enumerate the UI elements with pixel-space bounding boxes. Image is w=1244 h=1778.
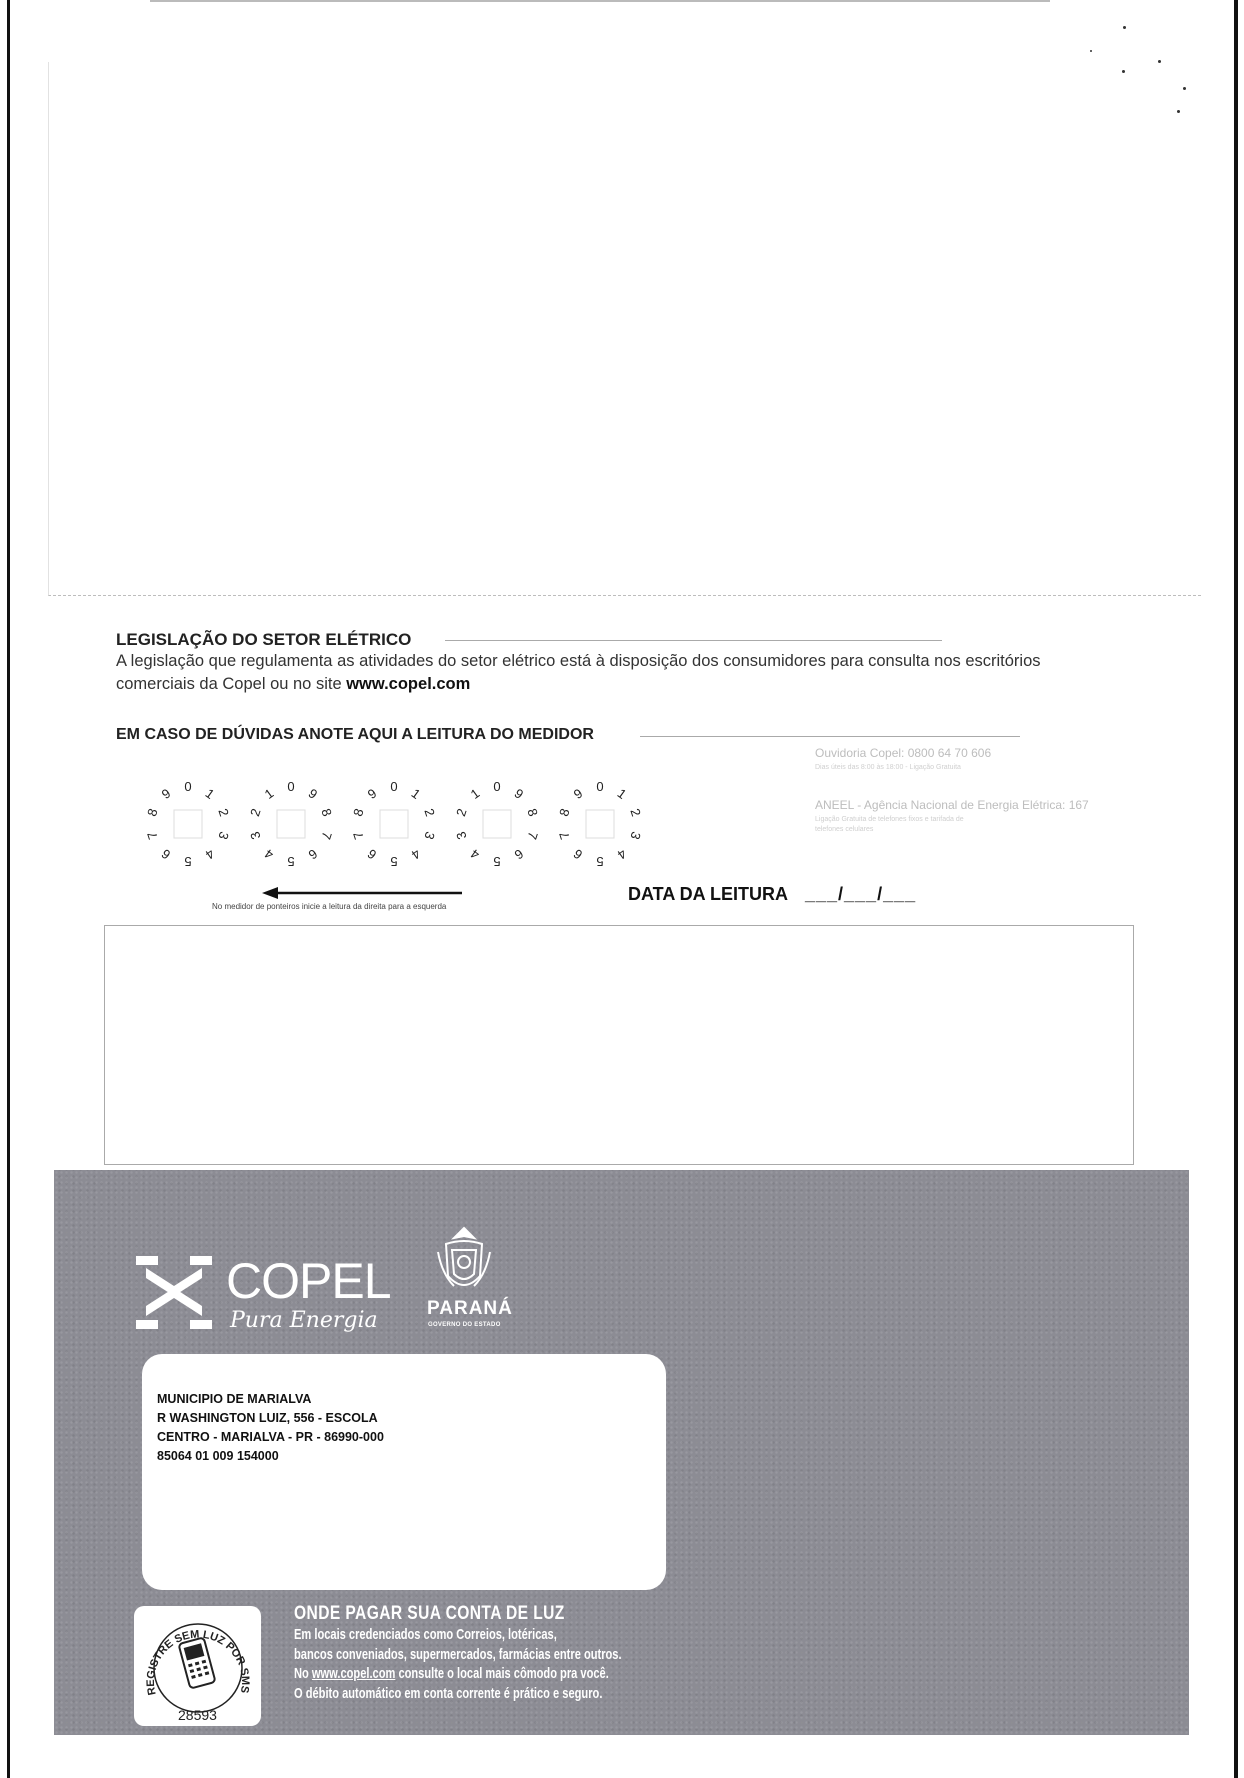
sms-badge-graphic	[134, 1606, 261, 1726]
dial-digit: 3	[453, 829, 470, 842]
dial-digit: 9	[158, 785, 174, 802]
address-line-2: R WASHINGTON LUIZ, 556 - ESCOLA	[157, 1411, 378, 1425]
address-window	[142, 1354, 666, 1590]
dial-digit: 0	[390, 779, 398, 794]
meter-dial-1	[144, 779, 232, 869]
payment-line-3-post: consulte o local mais cômodo pra você.	[395, 1665, 609, 1682]
dial-digit: 7	[556, 829, 573, 842]
dial-digit: 0	[287, 779, 295, 794]
parana-crest-icon	[434, 1224, 494, 1300]
dial-digit: 9	[570, 785, 586, 802]
copel-brand: COPEL	[226, 1253, 391, 1309]
dial-digit: 5	[596, 854, 604, 869]
legislation-body: A legislação que regulamenta as atividades do setor elétrico está à disposição dos consumidores para consulta nos escritórios comerciais da Copel ou no site	[116, 652, 1041, 693]
dial-digit: 9	[364, 785, 380, 802]
meter-dial-4	[453, 779, 541, 869]
sms-badge-arc-text: REGISTRE SEM LUZ POR SMS	[144, 1628, 252, 1697]
dial-digit: 9	[305, 785, 321, 802]
dial-digit: 5	[493, 854, 501, 869]
address-line-3: CENTRO - MARIALVA - PR - 86990-000	[157, 1430, 384, 1444]
reading-date-label: DATA DA LEITURA	[628, 884, 788, 904]
reading-date-field[interactable]: ___/___/___	[805, 884, 917, 904]
dial-digit: 2	[421, 806, 438, 819]
copel-site-link[interactable]: www.copel.com	[346, 675, 471, 693]
dial-digit: 2	[215, 806, 232, 819]
copel-logo-icon	[132, 1250, 216, 1334]
blank-upper-area	[48, 62, 1201, 596]
dial-digit: 1	[408, 785, 424, 802]
dial-digit: 2	[247, 806, 264, 819]
dial-digit: 6	[158, 846, 174, 863]
dial-digit: 8	[556, 806, 573, 819]
dial-digit: 3	[627, 829, 644, 842]
dial-digit: 4	[614, 846, 630, 863]
dial-digit: 7	[524, 829, 541, 842]
meter-dial-3	[350, 779, 438, 869]
dial-digit: 3	[215, 829, 232, 842]
dial-digit: 8	[144, 806, 161, 819]
dial-digit: 7	[318, 829, 335, 842]
aneel-note-2: telefones celulares	[815, 826, 874, 833]
ouvidoria-phone: Ouvidoria Copel: 0800 64 70 606	[815, 746, 992, 760]
dial-digit: 4	[202, 846, 218, 863]
dial-digit: 6	[364, 846, 380, 863]
dial-digit: 1	[467, 785, 483, 802]
left-border	[7, 0, 10, 1778]
legislation-rule	[445, 640, 942, 641]
dial-digit: 9	[511, 785, 527, 802]
parana-title: PARANÁ	[427, 1298, 513, 1319]
payment-info	[294, 1603, 737, 1703]
payment-line-4: O débito automático em conta corrente é prático e seguro.	[294, 1684, 603, 1702]
payment-title: ONDE PAGAR SUA CONTA DE LUZ	[294, 1603, 565, 1624]
dial-digit: 0	[493, 779, 501, 794]
dial-digit: 0	[596, 779, 604, 794]
payment-line-3-pre: No	[294, 1665, 312, 1682]
meter-dials	[138, 772, 644, 882]
notes-box	[104, 925, 1134, 1165]
dial-digit: 4	[408, 846, 424, 863]
parana-subtitle: GOVERNO DO ESTADO	[428, 1322, 501, 1328]
reading-direction-note: No medidor de ponteiros inicie a leitura da direita para a esquerda	[212, 902, 447, 911]
dial-digit: 6	[511, 846, 527, 863]
meter-dial-5	[556, 779, 644, 869]
aneel-phone: ANEEL - Agência Nacional de Energia Elétrica: 167	[815, 798, 1089, 812]
dial-digit: 0	[184, 779, 192, 794]
address-line-4: 85064 01 009 154000	[157, 1449, 279, 1463]
meter-dial-2	[247, 779, 335, 869]
dial-digit: 2	[627, 806, 644, 819]
address-line-1: MUNICIPIO DE MARIALVA	[157, 1392, 312, 1406]
dial-digit: 3	[247, 829, 264, 842]
dial-digit: 8	[524, 806, 541, 819]
dial-digit: 5	[390, 854, 398, 869]
dial-digit: 8	[318, 806, 335, 819]
dial-digit: 1	[614, 785, 630, 802]
meter-reading-title: EM CASO DE DÚVIDAS ANOTE AQUI A LEITURA DO MEDIDOR	[116, 726, 594, 743]
sms-outage-badge	[134, 1606, 261, 1726]
top-edge	[150, 0, 1050, 2]
copel-slogan: Pura Energia	[230, 1308, 378, 1333]
dial-digit: 2	[453, 806, 470, 819]
aneel-note-1: Ligação Gratuita de telefones fixos e tarifada de	[815, 816, 964, 823]
legislation-text	[116, 650, 1096, 696]
dial-digit: 7	[144, 829, 161, 842]
dial-digit: 4	[467, 846, 483, 863]
meter-reading-rule	[640, 736, 1020, 737]
dial-digit: 6	[305, 846, 321, 863]
dial-digit: 1	[261, 785, 277, 802]
payment-line-2: bancos conveniados, supermercados, farmácias entre outros.	[294, 1645, 622, 1663]
dial-digit: 6	[570, 846, 586, 863]
phone-icon	[178, 1637, 215, 1688]
dial-digit: 7	[350, 829, 367, 842]
mailing-panel	[54, 1170, 1189, 1735]
dial-digit: 5	[184, 854, 192, 869]
reading-direction-arrow	[262, 886, 462, 900]
right-border	[1234, 0, 1238, 1778]
payment-site-link[interactable]: www.copel.com	[311, 1665, 396, 1682]
dial-digit: 3	[421, 829, 438, 842]
dial-digit: 5	[287, 854, 295, 869]
dial-digit: 1	[202, 785, 218, 802]
recipient-address	[157, 1390, 384, 1466]
sms-number: 28593	[178, 1707, 217, 1723]
ouvidoria-hours: Dias úteis das 8:00 às 18:00 - Ligação Gratuita	[815, 764, 961, 771]
payment-line-1: Em locais credenciados como Correios, lotéricas,	[294, 1626, 557, 1643]
legislation-title: LEGISLAÇÃO DO SETOR ELÉTRICO	[116, 630, 412, 649]
payment-line-3	[294, 1664, 622, 1684]
dial-digit: 4	[261, 846, 277, 863]
dial-digit: 8	[350, 806, 367, 819]
